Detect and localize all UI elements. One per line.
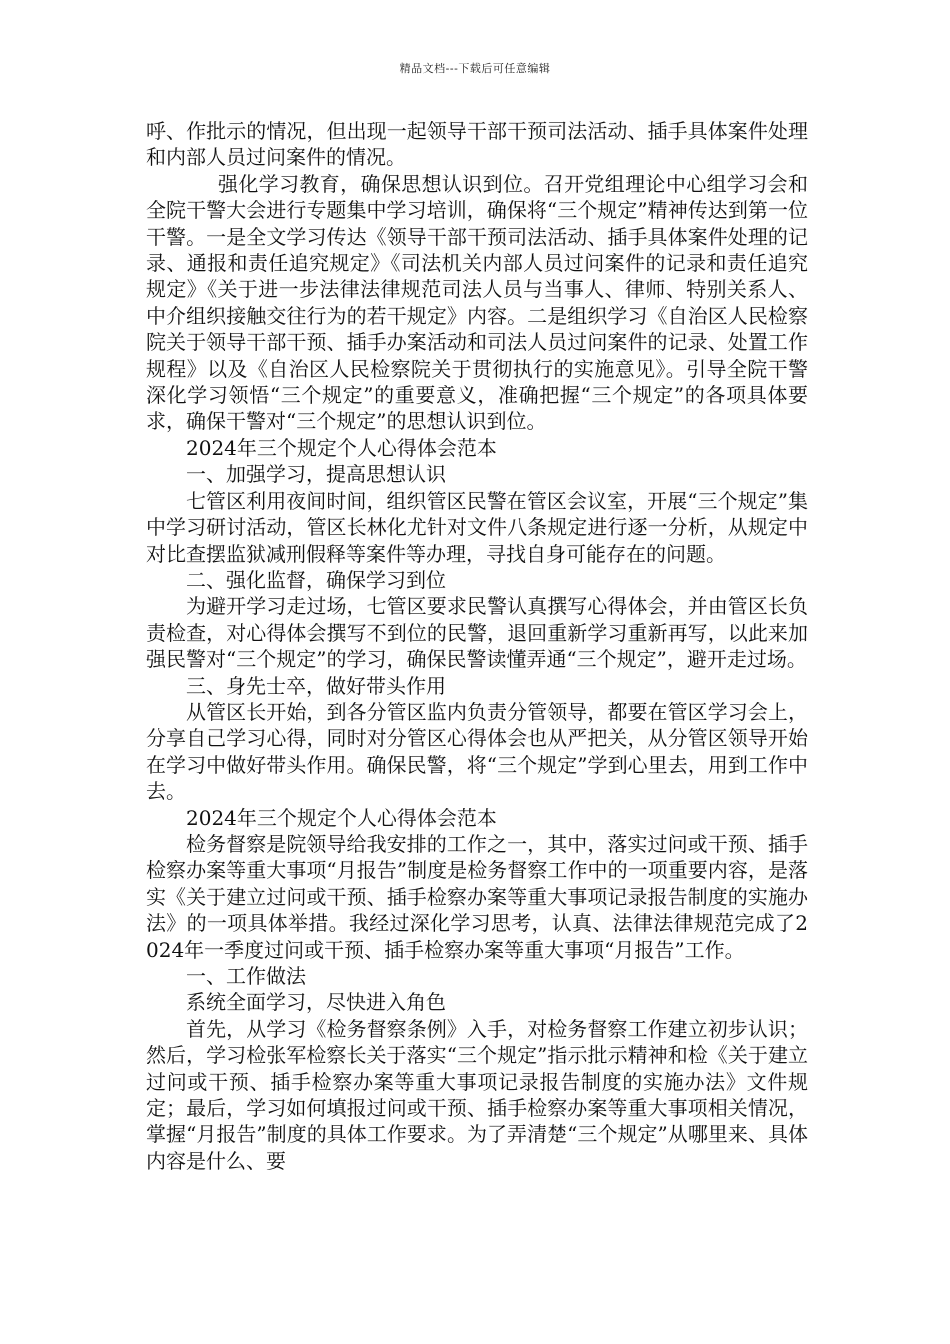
page-header-note: 精品文档---下载后可任意编辑: [399, 62, 551, 75]
paragraph: 检务督察是院领导给我安排的工作之一，其中，落实过问或干预、插手检察办案等重大事项“月报告”制度是检务督察工作中的一项重要内容，是落实《关于建立过问或干预、插手检察办案等重大事项记录报告制度的实施办法》的一项具体举措。我经过深化学习思考，认真、法律法律规范完成了2024年一季度过问或干预、插手检察办案等重大事项“月报告”工作。: [146, 831, 808, 962]
paragraph: 首先，从学习《检务督察条例》入手，对检务督察工作建立初步认识；然后，学习检张军检察长关于落实“三个规定”指示批示精神和检《关于建立过问或干预、插手检察办案等重大事项记录报告制度的实施办法》文件规定；最后，学习如何填报过问或干预、插手检察办案等重大事项相关情况，掌握“月报告”制度的具体工作要求。为了弄清楚“三个规定”从哪里来、具体内容是什么、要: [146, 1016, 808, 1173]
paragraph: 七管区利用夜间时间，组织管区民警在管区会议室，开展“三个规定”集中学习研讨活动，管区长林化尤针对文件八条规定进行逐一分析，从规定中对比查摆监狱减刑假释等案件等办理，寻找自身可能存在的问题。: [146, 488, 808, 566]
section-title: 2024年三个规定个人心得体会范本: [186, 805, 497, 830]
section-heading: 一、加强学习，提高思想认识: [186, 462, 446, 487]
paragraph: 从管区长开始，到各分管区监内负责分管领导，都要在管区学习会上，分享自己学习心得，同时对分管区心得体会也从严把关，从分管区领导开始在学习中做好带头作用。确保民警，将“三个规定”学到心里去，用到工作中去。: [146, 699, 808, 804]
section-subheading: 系统全面学习，尽快进入角色: [186, 990, 446, 1015]
section-heading: 三、身先士卒，做好带头作用: [186, 673, 446, 698]
section-title: 2024年三个规定个人心得体会范本: [186, 435, 497, 460]
paragraph: 为避开学习走过场，七管区要求民警认真撰写心得体会，并由管区长负责检查，对心得体会撰写不到位的民警，退回重新学习重新再写，以此来加强民警对“三个规定”的学习，确保民警读懂弄通“三个规定”，避开走过场。: [146, 594, 808, 672]
paragraph-continuation: 呼、作批示的情况，但出现一起领导干部干预司法活动、插手具体案件处理和内部人员过问案件的情况。: [146, 119, 808, 170]
section-heading: 一、工作做法: [186, 964, 306, 988]
document-body: [146, 118, 808, 1174]
paragraph-study-education: 强化学习教育，确保思想认识到位。召开党组理论中心组学习会和全院干警大会进行专题集中学习培训，确保将“三个规定”精神传达到第一位干警。一是全文学习传达《领导干部干预司法活动、插手具体案件处理的记录、通报和责任追究规定》《司法机关内部人员过问案件的记录和责任追究规定》《关于进一步法律法律规范司法人员与当事人、律师、特别关系人、中介组织接触交往行为的若干规定》内容。二是组织学习《自治区人民检察院关于领导干部干预、插手办案活动和司法人员过问案件的记录、处置工作规程》以及《自治区人民检察院关于贯彻执行的实施意见》。引导全院干警深化学习领悟“三个规定”的重要意义，准确把握“三个规定”的各项具体要求，确保干警对“三个规定”的思想认识到位。: [146, 171, 808, 434]
section-heading: 二、强化监督，确保学习到位: [186, 567, 446, 592]
